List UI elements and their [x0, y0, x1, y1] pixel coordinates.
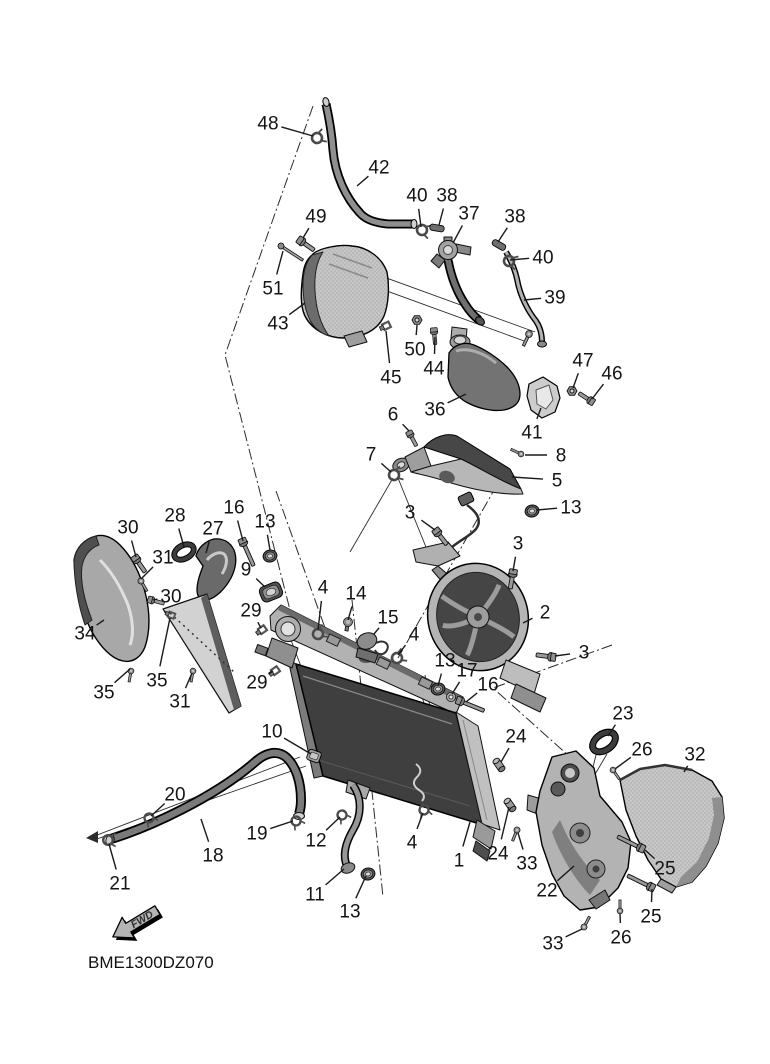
callout-44: 44: [423, 358, 445, 380]
callout-13: 13: [560, 497, 582, 519]
hardware-nut: [567, 387, 577, 396]
callout-26: 26: [610, 927, 632, 949]
callout-4: 4: [408, 624, 420, 646]
diagram-part-code: BME1300DZ070: [88, 953, 214, 972]
callout-51: 51: [262, 278, 284, 300]
callout-3: 3: [404, 502, 416, 524]
callout-28: 28: [164, 505, 186, 527]
leader-line-25: [652, 889, 653, 902]
callout-26: 26: [631, 739, 653, 761]
callout-40: 40: [406, 185, 428, 207]
callout-21: 21: [109, 873, 131, 895]
callout-23: 23: [612, 703, 634, 725]
callout-29: 29: [240, 600, 262, 622]
callout-12: 12: [305, 830, 327, 852]
callout-42: 42: [368, 157, 390, 179]
leader-line-30: [153, 599, 157, 600]
callout-5: 5: [551, 470, 563, 492]
callout-33: 33: [516, 853, 538, 875]
callout-16: 16: [223, 497, 245, 519]
callout-3: 3: [578, 642, 590, 664]
callout-1: 1: [453, 850, 465, 872]
callout-4: 4: [317, 577, 329, 599]
callout-10: 10: [261, 721, 283, 743]
callout-13: 13: [434, 650, 456, 672]
callout-24: 24: [487, 843, 509, 865]
callout-19: 19: [246, 823, 268, 845]
callout-20: 20: [164, 784, 186, 806]
callout-14: 14: [345, 583, 367, 605]
callout-35: 35: [93, 682, 115, 704]
callout-7: 7: [365, 444, 377, 466]
callout-46: 46: [601, 363, 623, 385]
callout-37: 37: [458, 203, 480, 225]
callout-6: 6: [387, 404, 399, 426]
callout-35: 35: [146, 670, 168, 692]
callout-36: 36: [424, 399, 446, 421]
callout-2: 2: [539, 602, 551, 624]
callout-3: 3: [512, 533, 524, 555]
callout-15: 15: [377, 607, 399, 629]
fwd-label: FWD: [128, 908, 156, 932]
callout-16: 16: [477, 674, 499, 696]
callout-39: 39: [544, 287, 566, 309]
callout-13: 13: [254, 511, 276, 533]
callout-49: 49: [305, 206, 327, 228]
callout-4: 4: [406, 832, 418, 854]
callout-40: 40: [532, 247, 554, 269]
leader-line-44: [435, 337, 436, 354]
callout-33: 33: [542, 933, 564, 955]
callout-32: 32: [684, 744, 706, 766]
callout-29: 29: [246, 672, 268, 694]
callout-24: 24: [505, 726, 527, 748]
callout-17: 17: [456, 660, 478, 682]
callout-30: 30: [160, 586, 182, 608]
callout-22: 22: [536, 880, 558, 902]
callout-50: 50: [404, 339, 426, 361]
callout-9: 9: [240, 559, 252, 581]
callout-48: 48: [257, 113, 279, 135]
hardware-nut: [412, 316, 422, 325]
callout-27: 27: [202, 518, 224, 540]
callout-8: 8: [555, 445, 567, 467]
callout-18: 18: [202, 845, 224, 867]
callout-43: 43: [267, 313, 289, 335]
callout-45: 45: [380, 367, 402, 389]
callout-38: 38: [436, 185, 458, 207]
callout-13: 13: [339, 901, 361, 923]
callout-31: 31: [169, 691, 191, 713]
callout-25: 25: [654, 858, 676, 880]
callout-34: 34: [74, 623, 96, 645]
leader-line-50: [416, 325, 417, 335]
hardware-washer: [446, 692, 455, 701]
callout-30: 30: [117, 517, 139, 539]
callout-38: 38: [504, 206, 526, 228]
callout-41: 41: [521, 422, 543, 444]
callout-11: 11: [305, 884, 325, 906]
callout-31: 31: [152, 547, 174, 569]
callout-47: 47: [572, 350, 594, 372]
callout-25: 25: [640, 906, 662, 928]
